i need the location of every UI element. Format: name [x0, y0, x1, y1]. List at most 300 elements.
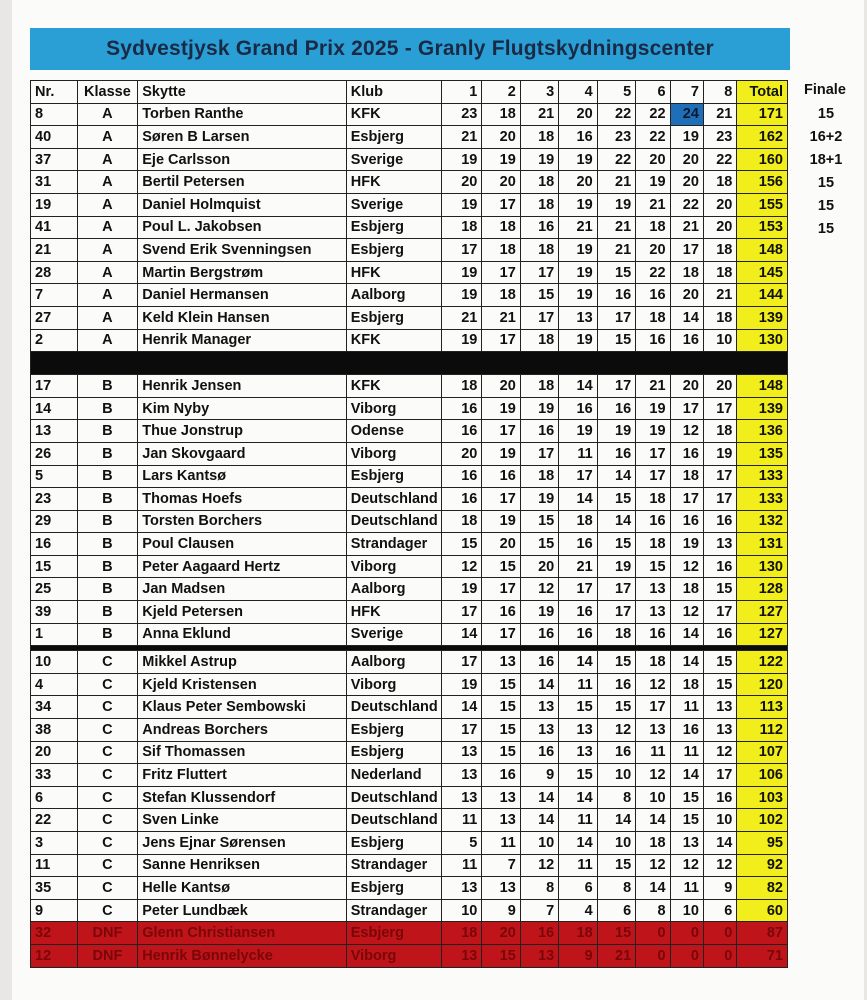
cell-klasse: B — [77, 488, 138, 511]
cell-nr: 14 — [31, 397, 78, 420]
table-row — [31, 239, 788, 262]
page-title: Sydvestjysk Grand Prix 2025 - Granly Flugtskydningscenter — [106, 37, 714, 60]
cell-klub: Aalborg — [346, 651, 441, 674]
finale-header: Finale — [804, 82, 846, 98]
cell-total: 103 — [737, 786, 788, 809]
cell-round-2: 16 — [482, 764, 520, 787]
cell-round-6: 17 — [636, 696, 670, 719]
cell-round-4: 16 — [559, 623, 597, 646]
cell-skytte: Anna Eklund — [138, 623, 346, 646]
cell-round-2: 7 — [482, 854, 520, 877]
cell-round-4: 19 — [559, 193, 597, 216]
cell-klub: Deutschland — [346, 786, 441, 809]
cell-round-1: 21 — [441, 306, 481, 329]
cell-nr: 11 — [31, 854, 78, 877]
cell-round-8: 20 — [703, 375, 736, 398]
results-body — [31, 103, 788, 967]
cell-nr: 23 — [31, 488, 78, 511]
cell-total: 122 — [737, 651, 788, 674]
cell-round-1: 19 — [441, 578, 481, 601]
cell-round-2: 16 — [482, 465, 520, 488]
cell-round-6: 18 — [636, 488, 670, 511]
cell-round-2: 17 — [482, 578, 520, 601]
cell-klub: Aalborg — [346, 284, 441, 307]
cell-round-5: 22 — [597, 103, 635, 126]
cell-round-7: 15 — [670, 809, 703, 832]
cell-total: 120 — [737, 673, 788, 696]
cell-round-6: 13 — [636, 601, 670, 624]
cell-nr: 6 — [31, 786, 78, 809]
cell-klasse: A — [77, 284, 138, 307]
cell-klub: Esbjerg — [346, 465, 441, 488]
cell-skytte: Sif Thomassen — [138, 741, 346, 764]
cell-round-7: 17 — [670, 239, 703, 262]
cell-round-4: 19 — [559, 148, 597, 171]
cell-round-2: 18 — [482, 103, 520, 126]
table-row — [31, 329, 788, 352]
cell-round-4: 13 — [559, 306, 597, 329]
cell-total: 148 — [737, 375, 788, 398]
cell-round-1: 16 — [441, 465, 481, 488]
cell-round-6: 19 — [636, 397, 670, 420]
cell-round-7: 24 — [670, 103, 703, 126]
cell-round-1: 10 — [441, 899, 481, 922]
header-round-8: 8 — [703, 81, 736, 104]
table-row — [31, 741, 788, 764]
table-row — [31, 261, 788, 284]
cell-skytte: Helle Kantsø — [138, 877, 346, 900]
cell-nr: 20 — [31, 741, 78, 764]
cell-round-1: 11 — [441, 809, 481, 832]
cell-nr: 7 — [31, 284, 78, 307]
cell-round-5: 15 — [597, 488, 635, 511]
cell-round-1: 19 — [441, 193, 481, 216]
cell-round-2: 20 — [482, 922, 520, 945]
cell-skytte: Jan Madsen — [138, 578, 346, 601]
cell-total: 162 — [737, 126, 788, 149]
header-round-4: 4 — [559, 81, 597, 104]
cell-total: 155 — [737, 193, 788, 216]
cell-klasse: C — [77, 719, 138, 742]
cell-nr: 40 — [31, 126, 78, 149]
cell-total: 113 — [737, 696, 788, 719]
cell-round-5: 12 — [597, 719, 635, 742]
cell-klasse: A — [77, 171, 138, 194]
cell-klub: Sverige — [346, 623, 441, 646]
cell-nr: 39 — [31, 601, 78, 624]
table-row — [31, 375, 788, 398]
cell-round-3: 16 — [520, 623, 558, 646]
cell-round-6: 8 — [636, 899, 670, 922]
cell-round-4: 6 — [559, 877, 597, 900]
cell-round-4: 19 — [559, 329, 597, 352]
cell-klub: Esbjerg — [346, 126, 441, 149]
cell-round-2: 19 — [482, 510, 520, 533]
cell-total: 87 — [737, 922, 788, 945]
cell-round-7: 10 — [670, 899, 703, 922]
cell-klub: Nederland — [346, 764, 441, 787]
cell-klub: Deutschland — [346, 696, 441, 719]
cell-round-1: 20 — [441, 442, 481, 465]
cell-round-7: 16 — [670, 719, 703, 742]
cell-klasse: A — [77, 103, 138, 126]
cell-klasse: A — [77, 329, 138, 352]
cell-total: 133 — [737, 465, 788, 488]
cell-klub: HFK — [346, 171, 441, 194]
cell-klub: Esbjerg — [346, 239, 441, 262]
cell-round-7: 20 — [670, 375, 703, 398]
cell-round-5: 8 — [597, 786, 635, 809]
cell-nr: 25 — [31, 578, 78, 601]
cell-klub: Sverige — [346, 148, 441, 171]
cell-round-3: 19 — [520, 148, 558, 171]
cell-round-2: 15 — [482, 944, 520, 967]
cell-nr: 33 — [31, 764, 78, 787]
cell-klub: Deutschland — [346, 809, 441, 832]
cell-round-4: 17 — [559, 578, 597, 601]
cell-round-5: 21 — [597, 171, 635, 194]
cell-round-7: 19 — [670, 533, 703, 556]
cell-nr: 26 — [31, 442, 78, 465]
cell-nr: 3 — [31, 832, 78, 855]
cell-skytte: Torsten Borchers — [138, 510, 346, 533]
cell-round-6: 12 — [636, 673, 670, 696]
cell-round-6: 0 — [636, 944, 670, 967]
cell-skytte: Henrik Bønnelycke — [138, 944, 346, 967]
cell-round-2: 19 — [482, 148, 520, 171]
cell-round-5: 17 — [597, 601, 635, 624]
cell-klasse: DNF — [77, 922, 138, 945]
table-row — [31, 601, 788, 624]
cell-round-7: 0 — [670, 944, 703, 967]
cell-round-7: 11 — [670, 741, 703, 764]
cell-round-8: 0 — [703, 922, 736, 945]
cell-skytte: Thomas Hoefs — [138, 488, 346, 511]
cell-total: 139 — [737, 397, 788, 420]
cell-round-2: 20 — [482, 533, 520, 556]
cell-klub: Esbjerg — [346, 719, 441, 742]
class-separator — [31, 352, 788, 375]
cell-round-4: 16 — [559, 533, 597, 556]
finale-value: 18+1 — [809, 152, 843, 168]
cell-round-3: 18 — [520, 375, 558, 398]
cell-round-2: 15 — [482, 741, 520, 764]
cell-round-8: 20 — [703, 193, 736, 216]
cell-round-2: 20 — [482, 126, 520, 149]
cell-total: 156 — [737, 171, 788, 194]
cell-round-1: 17 — [441, 719, 481, 742]
cell-round-4: 11 — [559, 442, 597, 465]
cell-skytte: Henrik Jensen — [138, 375, 346, 398]
table-row — [31, 510, 788, 533]
cell-round-6: 19 — [636, 171, 670, 194]
cell-klub: Odense — [346, 420, 441, 443]
cell-nr: 28 — [31, 261, 78, 284]
cell-klub: Deutschland — [346, 488, 441, 511]
cell-round-3: 19 — [520, 488, 558, 511]
table-row — [31, 651, 788, 674]
cell-klub: KFK — [346, 329, 441, 352]
cell-nr: 35 — [31, 877, 78, 900]
cell-round-4: 9 — [559, 944, 597, 967]
cell-skytte: Thue Jonstrup — [138, 420, 346, 443]
cell-round-4: 21 — [559, 555, 597, 578]
cell-round-3: 18 — [520, 239, 558, 262]
separator-bar — [31, 352, 788, 375]
finale-value: 15 — [817, 175, 835, 191]
cell-round-7: 12 — [670, 420, 703, 443]
cell-total: 153 — [737, 216, 788, 239]
cell-skytte: Andreas Borchers — [138, 719, 346, 742]
cell-skytte: Jens Ejnar Sørensen — [138, 832, 346, 855]
cell-skytte: Jan Skovgaard — [138, 442, 346, 465]
cell-round-6: 10 — [636, 786, 670, 809]
cell-round-3: 13 — [520, 719, 558, 742]
cell-round-1: 23 — [441, 103, 481, 126]
cell-total: 71 — [737, 944, 788, 967]
cell-round-3: 17 — [520, 261, 558, 284]
cell-round-5: 15 — [597, 854, 635, 877]
cell-klasse: C — [77, 741, 138, 764]
cell-klasse: C — [77, 786, 138, 809]
cell-skytte: Kjeld Kristensen — [138, 673, 346, 696]
cell-round-8: 16 — [703, 510, 736, 533]
cell-round-4: 20 — [559, 171, 597, 194]
cell-skytte: Poul L. Jakobsen — [138, 216, 346, 239]
table-row — [31, 922, 788, 945]
cell-round-6: 22 — [636, 126, 670, 149]
cell-round-7: 21 — [670, 216, 703, 239]
cell-round-6: 0 — [636, 922, 670, 945]
cell-klub: Viborg — [346, 397, 441, 420]
cell-skytte: Daniel Holmquist — [138, 193, 346, 216]
cell-total: 112 — [737, 719, 788, 742]
cell-round-6: 20 — [636, 148, 670, 171]
cell-round-7: 20 — [670, 148, 703, 171]
cell-nr: 2 — [31, 329, 78, 352]
header-total: Total — [737, 81, 788, 104]
cell-round-8: 16 — [703, 555, 736, 578]
cell-klasse: B — [77, 555, 138, 578]
cell-klasse: A — [77, 261, 138, 284]
cell-round-8: 16 — [703, 623, 736, 646]
cell-round-8: 9 — [703, 877, 736, 900]
cell-round-3: 16 — [520, 420, 558, 443]
cell-round-1: 17 — [441, 651, 481, 674]
cell-round-1: 19 — [441, 261, 481, 284]
cell-round-5: 17 — [597, 578, 635, 601]
cell-round-4: 13 — [559, 741, 597, 764]
cell-nr: 15 — [31, 555, 78, 578]
table-row — [31, 126, 788, 149]
cell-skytte: Svend Erik Svenningsen — [138, 239, 346, 262]
cell-nr: 17 — [31, 375, 78, 398]
cell-round-5: 15 — [597, 922, 635, 945]
cell-skytte: Sanne Henriksen — [138, 854, 346, 877]
cell-round-5: 15 — [597, 329, 635, 352]
cell-round-2: 11 — [482, 832, 520, 855]
cell-round-4: 16 — [559, 397, 597, 420]
cell-round-6: 18 — [636, 216, 670, 239]
header-round-1: 1 — [441, 81, 481, 104]
cell-round-5: 17 — [597, 306, 635, 329]
cell-round-8: 17 — [703, 397, 736, 420]
header-round-3: 3 — [520, 81, 558, 104]
cell-klasse: A — [77, 306, 138, 329]
cell-total: 160 — [737, 148, 788, 171]
cell-skytte: Poul Clausen — [138, 533, 346, 556]
cell-round-4: 15 — [559, 696, 597, 719]
cell-skytte: Peter Lundbæk — [138, 899, 346, 922]
cell-round-2: 15 — [482, 555, 520, 578]
table-row — [31, 673, 788, 696]
cell-round-1: 15 — [441, 533, 481, 556]
header-skytte: Skytte — [138, 81, 346, 104]
cell-nr: 31 — [31, 171, 78, 194]
cell-round-4: 14 — [559, 832, 597, 855]
cell-klub: Esbjerg — [346, 216, 441, 239]
cell-nr: 1 — [31, 623, 78, 646]
cell-skytte: Peter Aagaard Hertz — [138, 555, 346, 578]
cell-round-5: 14 — [597, 510, 635, 533]
cell-total: 171 — [737, 103, 788, 126]
cell-round-3: 13 — [520, 944, 558, 967]
cell-klub: Deutschland — [346, 510, 441, 533]
cell-round-2: 17 — [482, 329, 520, 352]
cell-total: 135 — [737, 442, 788, 465]
cell-round-7: 12 — [670, 854, 703, 877]
cell-round-1: 16 — [441, 397, 481, 420]
cell-round-6: 17 — [636, 442, 670, 465]
cell-round-5: 16 — [597, 442, 635, 465]
cell-round-5: 23 — [597, 126, 635, 149]
cell-round-8: 18 — [703, 420, 736, 443]
cell-round-8: 6 — [703, 899, 736, 922]
cell-round-5: 14 — [597, 465, 635, 488]
cell-klub: Strandager — [346, 533, 441, 556]
cell-skytte: Kim Nyby — [138, 397, 346, 420]
cell-round-4: 16 — [559, 601, 597, 624]
cell-round-3: 20 — [520, 555, 558, 578]
cell-round-2: 13 — [482, 651, 520, 674]
table-row — [31, 442, 788, 465]
cell-round-2: 17 — [482, 261, 520, 284]
cell-round-5: 21 — [597, 239, 635, 262]
cell-round-7: 11 — [670, 696, 703, 719]
cell-klub: Sverige — [346, 193, 441, 216]
cell-round-1: 18 — [441, 375, 481, 398]
cell-total: 95 — [737, 832, 788, 855]
cell-klasse: B — [77, 623, 138, 646]
cell-round-1: 17 — [441, 601, 481, 624]
cell-klub: Aalborg — [346, 578, 441, 601]
cell-round-6: 12 — [636, 854, 670, 877]
cell-round-4: 14 — [559, 651, 597, 674]
finale-value: 15 — [817, 106, 835, 122]
cell-round-8: 18 — [703, 261, 736, 284]
cell-skytte: Mikkel Astrup — [138, 651, 346, 674]
cell-nr: 12 — [31, 944, 78, 967]
cell-klub: Esbjerg — [346, 306, 441, 329]
cell-total: 106 — [737, 764, 788, 787]
cell-round-8: 15 — [703, 673, 736, 696]
cell-skytte: Daniel Hermansen — [138, 284, 346, 307]
cell-round-2: 13 — [482, 786, 520, 809]
cell-round-5: 16 — [597, 284, 635, 307]
cell-round-3: 10 — [520, 832, 558, 855]
cell-round-3: 18 — [520, 171, 558, 194]
cell-round-1: 13 — [441, 877, 481, 900]
cell-round-6: 14 — [636, 877, 670, 900]
cell-round-8: 23 — [703, 126, 736, 149]
cell-round-6: 13 — [636, 578, 670, 601]
cell-total: 131 — [737, 533, 788, 556]
cell-round-4: 19 — [559, 239, 597, 262]
cell-round-2: 18 — [482, 239, 520, 262]
cell-round-6: 21 — [636, 193, 670, 216]
cell-round-3: 12 — [520, 578, 558, 601]
cell-round-7: 14 — [670, 651, 703, 674]
header-round-6: 6 — [636, 81, 670, 104]
cell-round-7: 18 — [670, 465, 703, 488]
cell-round-5: 15 — [597, 261, 635, 284]
cell-round-3: 18 — [520, 126, 558, 149]
cell-round-1: 20 — [441, 171, 481, 194]
cell-klasse: B — [77, 601, 138, 624]
cell-nr: 27 — [31, 306, 78, 329]
cell-total: 102 — [737, 809, 788, 832]
cell-round-4: 11 — [559, 854, 597, 877]
cell-round-1: 12 — [441, 555, 481, 578]
table-row — [31, 284, 788, 307]
cell-nr: 4 — [31, 673, 78, 696]
cell-round-7: 18 — [670, 673, 703, 696]
cell-round-2: 9 — [482, 899, 520, 922]
table-row — [31, 555, 788, 578]
cell-round-5: 10 — [597, 832, 635, 855]
cell-total: 144 — [737, 284, 788, 307]
table-row — [31, 488, 788, 511]
finale-column — [798, 103, 854, 241]
cell-round-7: 0 — [670, 922, 703, 945]
cell-round-1: 18 — [441, 216, 481, 239]
cell-round-4: 4 — [559, 899, 597, 922]
cell-round-1: 13 — [441, 944, 481, 967]
cell-klasse: B — [77, 420, 138, 443]
cell-skytte: Sven Linke — [138, 809, 346, 832]
finale-value: 15 — [817, 221, 835, 237]
cell-round-8: 16 — [703, 786, 736, 809]
cell-round-7: 12 — [670, 555, 703, 578]
cell-klasse: A — [77, 239, 138, 262]
table-row — [31, 397, 788, 420]
cell-round-7: 18 — [670, 261, 703, 284]
cell-round-5: 21 — [597, 944, 635, 967]
cell-round-7: 14 — [670, 764, 703, 787]
cell-round-1: 13 — [441, 764, 481, 787]
cell-round-2: 18 — [482, 216, 520, 239]
cell-round-3: 16 — [520, 216, 558, 239]
cell-klub: HFK — [346, 261, 441, 284]
header-round-7: 7 — [670, 81, 703, 104]
cell-round-6: 14 — [636, 809, 670, 832]
table-row — [31, 465, 788, 488]
cell-skytte: Glenn Christiansen — [138, 922, 346, 945]
cell-round-1: 16 — [441, 420, 481, 443]
cell-klasse: B — [77, 533, 138, 556]
cell-round-3: 14 — [520, 673, 558, 696]
cell-skytte: Lars Kantsø — [138, 465, 346, 488]
